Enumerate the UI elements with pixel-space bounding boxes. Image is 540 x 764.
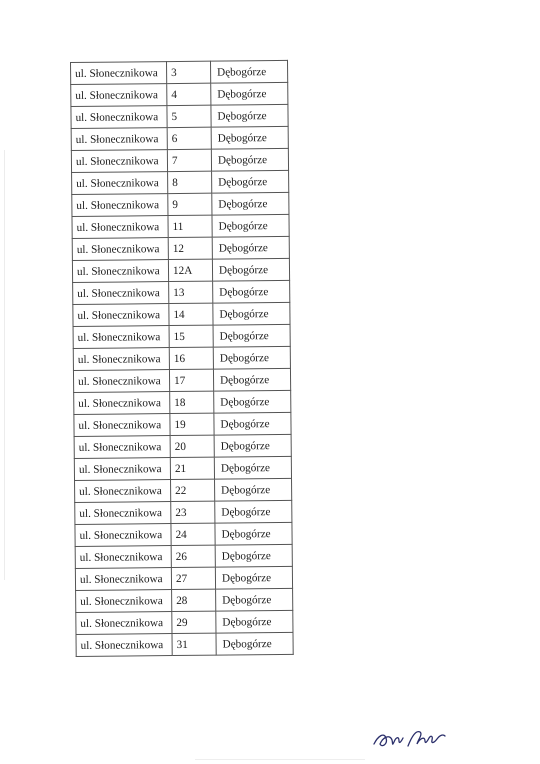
town-cell: Dębogórze	[214, 456, 291, 479]
street-cell: ul. Słonecznikowa	[72, 216, 168, 239]
house-number-cell: 20	[170, 435, 214, 457]
town-cell: Dębogórze	[213, 280, 290, 303]
table-row	[72, 214, 289, 238]
town-cell: Dębogórze	[214, 434, 291, 457]
town-cell: Dębogórze	[214, 412, 291, 435]
table-row	[71, 126, 288, 150]
street-cell: ul. Słonecznikowa	[76, 634, 172, 657]
street-cell: ul. Słonecznikowa	[75, 524, 171, 547]
town-cell: Dębogórze	[214, 390, 291, 413]
house-number-cell: 22	[171, 479, 215, 501]
house-number-cell: 23	[171, 501, 215, 523]
street-cell: ul. Słonecznikowa	[71, 150, 167, 173]
table-row	[74, 412, 291, 436]
house-number-cell: 17	[169, 369, 213, 391]
house-number-cell: 18	[170, 391, 214, 413]
town-cell: Dębogórze	[213, 324, 290, 347]
town-cell: Dębogórze	[211, 148, 288, 171]
street-cell: ul. Słonecznikowa	[71, 106, 167, 129]
table-row	[72, 170, 289, 194]
house-number-cell: 6	[167, 127, 211, 149]
table-row	[73, 324, 290, 348]
street-cell: ul. Słonecznikowa	[71, 128, 167, 151]
scan-bottom-line	[195, 759, 365, 760]
street-cell: ul. Słonecznikowa	[72, 194, 168, 217]
house-number-cell: 26	[171, 545, 215, 567]
house-number-cell: 14	[169, 303, 213, 325]
town-cell: Dębogórze	[212, 192, 289, 215]
table-row	[72, 192, 289, 216]
town-cell: Dębogórze	[215, 500, 292, 523]
street-cell: ul. Słonecznikowa	[74, 392, 170, 415]
table-row	[75, 544, 292, 568]
table-row	[73, 302, 290, 326]
street-cell: ul. Słonecznikowa	[75, 480, 171, 503]
house-number-cell: 13	[169, 281, 213, 303]
town-cell: Dębogórze	[215, 522, 292, 545]
table-row	[74, 390, 291, 414]
town-cell: Dębogórze	[213, 346, 290, 369]
street-cell: ul. Słonecznikowa	[72, 260, 168, 283]
house-number-cell: 27	[171, 567, 215, 589]
house-number-cell: 31	[172, 633, 216, 655]
table-row	[74, 434, 291, 458]
town-cell: Dębogórze	[216, 588, 293, 611]
town-cell: Dębogórze	[210, 60, 287, 83]
address-table-body	[71, 60, 294, 656]
street-cell: ul. Słonecznikowa	[73, 304, 169, 327]
house-number-cell: 15	[169, 325, 213, 347]
town-cell: Dębogórze	[211, 82, 288, 105]
house-number-cell: 5	[167, 105, 211, 127]
house-number-cell: 11	[168, 215, 212, 237]
house-number-cell: 19	[170, 413, 214, 435]
table-row	[76, 632, 293, 656]
table-row	[73, 280, 290, 304]
street-cell: ul. Słonecznikowa	[74, 414, 170, 437]
street-cell: ul. Słonecznikowa	[75, 568, 171, 591]
table-row	[75, 500, 292, 524]
table-row	[74, 456, 291, 480]
town-cell: Dębogórze	[215, 566, 292, 589]
street-cell: ul. Słonecznikowa	[73, 348, 169, 371]
house-number-cell: 21	[170, 457, 214, 479]
street-cell: ul. Słonecznikowa	[71, 84, 167, 107]
town-cell: Dębogórze	[212, 236, 289, 259]
address-table-container	[70, 60, 294, 657]
house-number-cell: 29	[172, 611, 216, 633]
table-row	[71, 148, 288, 172]
street-cell: ul. Słonecznikowa	[76, 590, 172, 613]
town-cell: Dębogórze	[213, 368, 290, 391]
signature-icon	[370, 722, 450, 756]
street-cell: ul. Słonecznikowa	[73, 326, 169, 349]
table-row	[73, 368, 290, 392]
table-row	[71, 60, 288, 84]
table-row	[75, 522, 292, 546]
table-row	[76, 610, 293, 634]
street-cell: ul. Słonecznikowa	[74, 436, 170, 459]
street-cell: ul. Słonecznikowa	[73, 370, 169, 393]
town-cell: Dębogórze	[212, 170, 289, 193]
house-number-cell: 16	[169, 347, 213, 369]
house-number-cell: 8	[168, 171, 212, 193]
town-cell: Dębogórze	[211, 126, 288, 149]
table-row	[73, 346, 290, 370]
table-row	[72, 236, 289, 260]
table-row	[71, 104, 288, 128]
street-cell: ul. Słonecznikowa	[71, 62, 167, 85]
house-number-cell: 28	[172, 589, 216, 611]
house-number-cell: 3	[167, 61, 211, 83]
table-row	[75, 566, 292, 590]
town-cell: Dębogórze	[212, 258, 289, 281]
table-row	[76, 588, 293, 612]
table-row	[75, 478, 292, 502]
house-number-cell: 9	[168, 193, 212, 215]
street-cell: ul. Słonecznikowa	[74, 458, 170, 481]
street-cell: ul. Słonecznikowa	[75, 546, 171, 569]
town-cell: Dębogórze	[216, 632, 293, 655]
scan-edge-line	[4, 150, 5, 580]
address-table	[70, 60, 294, 657]
town-cell: Dębogórze	[211, 104, 288, 127]
street-cell: ul. Słonecznikowa	[72, 172, 168, 195]
town-cell: Dębogórze	[212, 214, 289, 237]
street-cell: ul. Słonecznikowa	[75, 502, 171, 525]
table-row	[71, 82, 288, 106]
house-number-cell: 12A	[168, 259, 212, 281]
town-cell: Dębogórze	[215, 544, 292, 567]
house-number-cell: 12	[168, 237, 212, 259]
street-cell: ul. Słonecznikowa	[73, 282, 169, 305]
town-cell: Dębogórze	[213, 302, 290, 325]
house-number-cell: 24	[171, 523, 215, 545]
street-cell: ul. Słonecznikowa	[72, 238, 168, 261]
house-number-cell: 4	[167, 83, 211, 105]
house-number-cell: 7	[167, 149, 211, 171]
table-row	[72, 258, 289, 282]
street-cell: ul. Słonecznikowa	[76, 612, 172, 635]
town-cell: Dębogórze	[215, 478, 292, 501]
town-cell: Dębogórze	[216, 610, 293, 633]
